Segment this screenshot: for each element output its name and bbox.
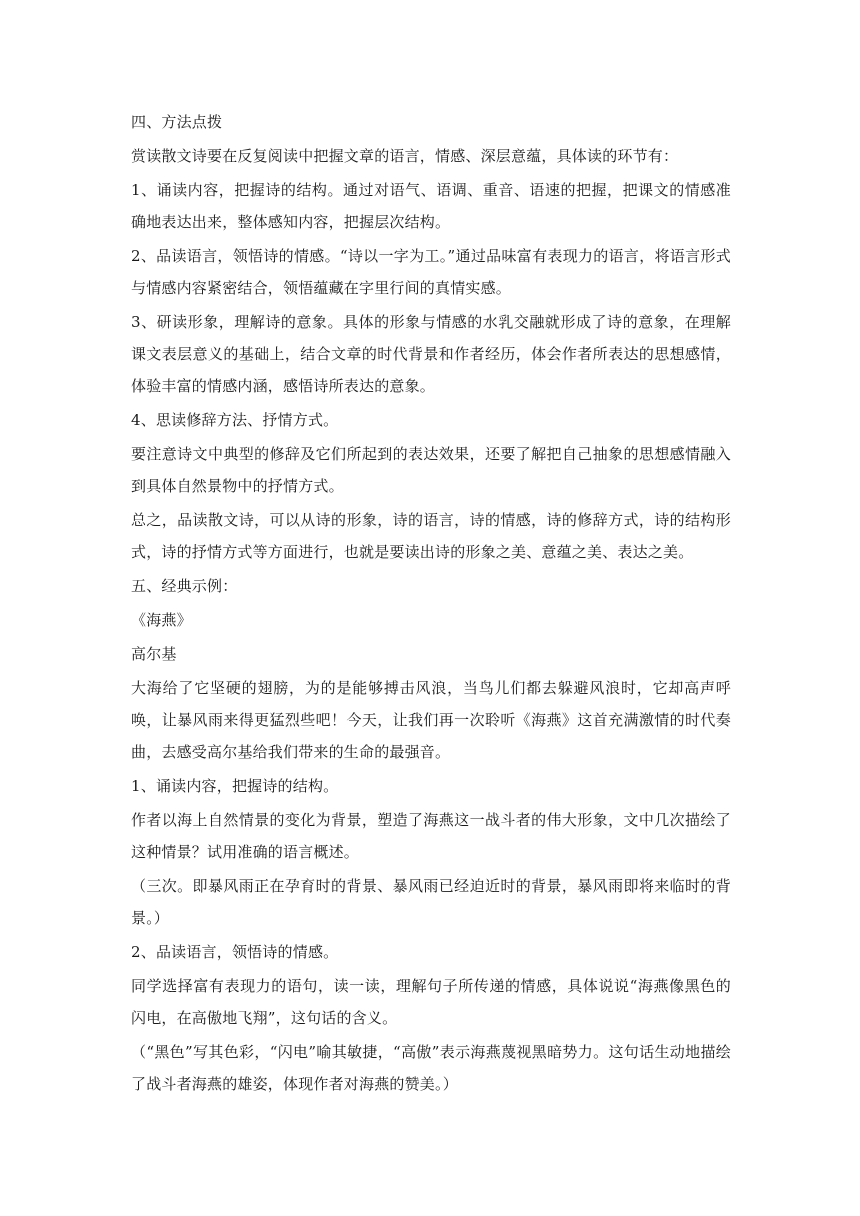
paragraph: 要注意诗文中典型的修辞及它们所起到的表达效果，还要了解把自己抽象的思想感情融入到具体自然景物中的抒情方式。 (131, 445, 731, 495)
paragraph: 作者以海上自然情景的变化为背景，塑造了海燕这一战斗者的伟大形象，文中几次描绘了这种情景？试用准确的语言概述。 (131, 811, 731, 861)
section-heading-method: 四、方法点拨 (131, 113, 223, 131)
paragraph: 1、诵读内容，把握诗的结构。 (131, 777, 339, 795)
document-body (131, 106, 731, 1100)
paragraph: 4、思读修辞方法、抒情方式。 (131, 411, 339, 429)
paragraph: 大海给了它坚硬的翅膀，为的是能够搏击风浪，当鸟儿们都去躲避风浪时，它却高声呼唤，让暴风雨来得更猛烈些吧！今天，让我们再一次聆听《海燕》这首充满激情的时代奏曲，去感受高尔基给我们带来的生命的最强音。 (131, 679, 731, 761)
poem-author: 高尔基 (131, 645, 177, 663)
poem-title: 《海燕》 (131, 611, 192, 629)
paragraph: （三次。即暴风雨正在孕育时的背景、暴风雨已经迫近时的背景，暴风雨即将来临时的背景。） (131, 877, 731, 927)
paragraph: 总之，品读散文诗，可以从诗的形象，诗的语言，诗的情感，诗的修辞方式，诗的结构形式，诗的抒情方式等方面进行，也就是要读出诗的形象之美、意蕴之美、表达之美。 (131, 511, 731, 561)
paragraph: 3、研读形象，理解诗的意象。具体的形象与情感的水乳交融就形成了诗的意象，在理解课文表层意义的基础上，结合文章的时代背景和作者经历，体会作者所表达的思想感情，体验丰富的情感内涵，感悟诗所表达的意象。 (131, 313, 731, 395)
paragraph: （“黑色”写其色彩，“闪电”喻其敏捷，“高傲”表示海燕蔑视黑暗势力。这句话生动地描绘了战斗者海燕的雄姿，体现作者对海燕的赞美。） (131, 1043, 731, 1093)
paragraph: 1、诵读内容，把握诗的结构。通过对语气、语调、重音、语速的把握，把课文的情感准确地表达出来，整体感知内容，把握层次结构。 (131, 181, 731, 231)
paragraph: 2、品读语言，领悟诗的情感。 (131, 943, 339, 961)
paragraph: 赏读散文诗要在反复阅读中把握文章的语言，情感、深层意蕴，具体读的环节有： (131, 147, 679, 165)
paragraph: 2、品读语言，领悟诗的情感。“诗以一字为工。”通过品味富有表现力的语言，将语言形式与情感内容紧密结合，领悟蕴藏在字里行间的真情实感。 (131, 247, 731, 297)
section-heading-example: 五、经典示例： (131, 577, 238, 595)
paragraph: 同学选择富有表现力的语句，读一读，理解句子所传递的情感，具体说说“海燕像黑色的闪电，在高傲地飞翔”，这句话的含义。 (131, 977, 731, 1027)
